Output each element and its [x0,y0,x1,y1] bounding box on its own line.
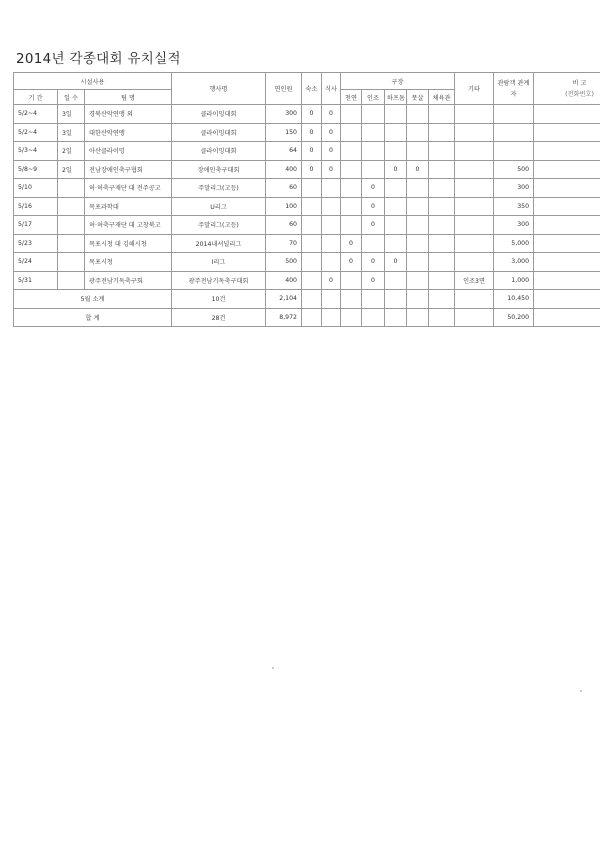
cell-people: 400 [266,271,302,290]
cell-team: 경북산악연맹 외 [85,105,172,124]
cell-period: 5/24 [14,253,58,272]
cell-artificial: 0 [362,253,385,272]
total-count: 28건 [172,308,266,327]
cell-spectators: 300 [494,216,534,235]
cell-meal [322,197,341,216]
spectators-header: 관람객 관계자 [494,73,534,105]
table-row [14,253,600,272]
cell-event: 광주전남기독축구대회 [172,271,266,290]
cell-etc [455,197,494,216]
note-header-label: 비 고 [572,79,587,87]
cell-artificial: 0 [362,197,385,216]
cell-futsal [407,105,429,124]
subtotal-label: 5월 소계 [14,290,172,309]
subtotal-count: 10건 [172,290,266,309]
cell-people: 64 [266,142,302,161]
cell-team: 허·허축구재단 대 전주공고 [85,179,172,198]
cell-futsal [407,234,429,253]
artificial-header: 인조 [362,90,385,105]
cell-event: 장애인축구대회 [172,160,266,179]
total-label: 합 계 [14,308,172,327]
cell-hapyo: 0 [385,253,407,272]
cell-natural: 0 [341,253,362,272]
cell-meal [322,253,341,272]
cell-days [58,179,85,198]
cell-hapyo [385,197,407,216]
cell-spectators: 350 [494,197,534,216]
cell-lodging [302,179,322,198]
cell-etc [455,160,494,179]
subtotal-spectators: 10,450 [494,290,534,309]
cell-meal: 0 [322,160,341,179]
page-title: 2014년 각종대회 유치실적 [16,51,181,67]
cell-spectators: 300 [494,179,534,198]
total-spectators: 50,200 [494,308,534,327]
cell-lodging [302,197,322,216]
cell-people: 70 [266,234,302,253]
cell-etc [455,105,494,124]
cell-lodging: 0 [302,142,322,161]
cell-lodging: 0 [302,160,322,179]
cell-etc [455,142,494,161]
cell-meal [322,234,341,253]
cell-gym [429,160,455,179]
cell-gym [429,234,455,253]
cell-hapyo [385,123,407,142]
cell-futsal: 0 [407,160,429,179]
cell-days [58,216,85,235]
cell-people: 100 [266,197,302,216]
cell-meal: 0 [322,271,341,290]
cell-gym [429,123,455,142]
cell-people: 500 [266,253,302,272]
cell-spectators [494,123,534,142]
cell-note [534,123,600,142]
lodging-header: 숙소 [302,73,322,105]
cell-period: 5/31 [14,271,58,290]
cell-team: 목포과학대 [85,197,172,216]
cell-lodging [302,253,322,272]
cell-gym [429,179,455,198]
facility-header: 시설사용 [14,73,172,90]
table-row [14,216,600,235]
cell-meal: 0 [322,142,341,161]
cell-days: 3일 [58,105,85,124]
cell-meal [322,179,341,198]
cell-note [534,234,600,253]
table-row [14,271,600,290]
cell-artificial [362,142,385,161]
cell-note [534,197,600,216]
meal-header: 식사 [322,73,341,105]
venue-header: 구장 [341,73,455,90]
cell-meal: 0 [322,105,341,124]
cell-natural [341,105,362,124]
cell-futsal [407,197,429,216]
futsal-header: 풋살 [407,90,429,105]
cell-period: 5/8~9 [14,160,58,179]
cell-spectators [494,105,534,124]
cell-team: 전남장애인축구협회 [85,160,172,179]
table-row [14,105,600,124]
cell-days [58,271,85,290]
total-people: 8,972 [266,308,302,327]
cell-period: 5/23 [14,234,58,253]
cell-note [534,142,600,161]
cell-hapyo [385,216,407,235]
cell-event: I리그 [172,253,266,272]
subtotal-people: 2,104 [266,290,302,309]
cell-team: 대한산악연맹 [85,123,172,142]
event-header: 행사명 [172,73,266,105]
cell-days [58,253,85,272]
cell-people: 60 [266,179,302,198]
cell-people: 300 [266,105,302,124]
cell-days [58,197,85,216]
cell-etc: 인조3면 [455,271,494,290]
cell-days: 3일 [58,123,85,142]
cell-note [534,271,600,290]
cell-note [534,105,600,124]
cell-team: 허·허축구재단 대 고창북고 [85,216,172,235]
cell-hapyo: 0 [385,160,407,179]
period-header: 기 간 [14,90,58,105]
cell-lodging [302,216,322,235]
cell-futsal [407,253,429,272]
cell-natural [341,271,362,290]
cell-futsal [407,179,429,198]
cell-team: 아산클라이밍 [85,142,172,161]
cell-note [534,160,600,179]
cell-etc [455,123,494,142]
cell-period: 5/2~4 [14,123,58,142]
cell-spectators: 3,000 [494,253,534,272]
cell-hapyo [385,105,407,124]
note-header [534,73,600,105]
cell-artificial [362,160,385,179]
cell-hapyo [385,142,407,161]
cell-people: 400 [266,160,302,179]
table-row [14,179,600,198]
cell-spectators: 1,000 [494,271,534,290]
scan-speck [272,667,274,669]
people-header: 연인원 [266,73,302,105]
cell-artificial [362,105,385,124]
cell-hapyo [385,234,407,253]
cell-futsal [407,142,429,161]
cell-days: 2일 [58,160,85,179]
cell-lodging [302,234,322,253]
cell-people: 60 [266,216,302,235]
table-row [14,123,600,142]
cell-futsal [407,216,429,235]
cell-spectators: 5,000 [494,234,534,253]
cell-meal: 0 [322,123,341,142]
cell-team: 광주전남기독축구회 [85,271,172,290]
results-table [13,72,600,327]
cell-artificial: 0 [362,271,385,290]
hapyo-header: 하프돔 [385,90,407,105]
cell-lodging: 0 [302,123,322,142]
cell-etc [455,179,494,198]
cell-natural [341,216,362,235]
cell-days [58,234,85,253]
cell-artificial: 0 [362,179,385,198]
cell-event: 클라이밍대회 [172,142,266,161]
table-row [14,142,600,161]
cell-etc [455,253,494,272]
cell-natural: 0 [341,234,362,253]
cell-event: 2014내셔널리그 [172,234,266,253]
table-row [14,160,600,179]
cell-team: 목포시청 대 김해시청 [85,234,172,253]
cell-etc [455,234,494,253]
etc-header: 기타 [455,73,494,105]
note-header-sub: (전화번호) [565,90,594,98]
cell-team: 목포시청 [85,253,172,272]
cell-artificial [362,123,385,142]
cell-gym [429,271,455,290]
team-header: 팀 명 [85,90,172,105]
cell-people: 150 [266,123,302,142]
cell-lodging [302,271,322,290]
table-row [14,197,600,216]
cell-gym [429,216,455,235]
cell-futsal [407,271,429,290]
cell-note [534,179,600,198]
cell-event: 클라이밍대회 [172,123,266,142]
cell-natural [341,197,362,216]
cell-period: 5/10 [14,179,58,198]
cell-natural [341,160,362,179]
cell-hapyo [385,179,407,198]
table-row [14,234,600,253]
cell-hapyo [385,271,407,290]
cell-period: 5/16 [14,197,58,216]
cell-period: 5/2~4 [14,105,58,124]
cell-futsal [407,123,429,142]
scan-speck [580,690,582,692]
gym-header: 체육관 [429,90,455,105]
cell-note [534,216,600,235]
cell-period: 5/3~4 [14,142,58,161]
cell-spectators: 500 [494,160,534,179]
cell-spectators [494,142,534,161]
cell-etc [455,216,494,235]
cell-gym [429,253,455,272]
cell-gym [429,197,455,216]
table-body [14,105,600,290]
cell-period: 5/17 [14,216,58,235]
cell-event: U리그 [172,197,266,216]
cell-artificial [362,234,385,253]
cell-event: 클라이밍대회 [172,105,266,124]
cell-meal [322,216,341,235]
cell-natural [341,179,362,198]
cell-days: 2일 [58,142,85,161]
natural-grass-header: 천연 [341,90,362,105]
cell-event: 주말리그(고등) [172,216,266,235]
cell-gym [429,142,455,161]
cell-natural [341,123,362,142]
days-header: 일 수 [58,90,85,105]
cell-gym [429,105,455,124]
cell-event: 주말리그(고등) [172,179,266,198]
cell-lodging: 0 [302,105,322,124]
cell-note [534,253,600,272]
cell-artificial: 0 [362,216,385,235]
cell-natural [341,142,362,161]
